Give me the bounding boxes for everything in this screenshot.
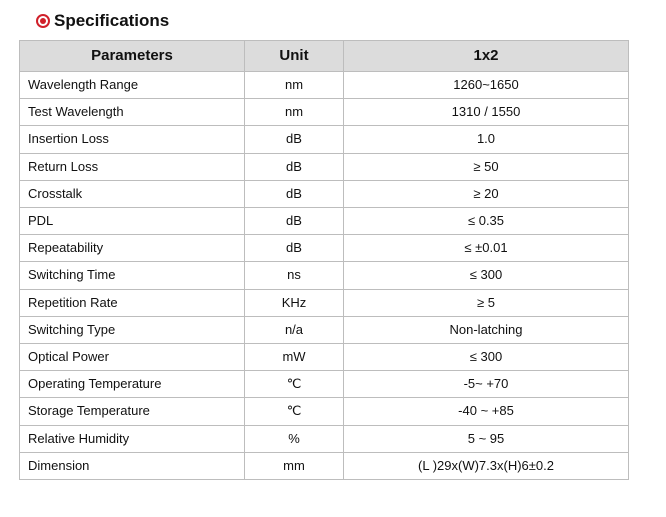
row-unit: dB xyxy=(245,235,344,262)
row-value: 1260~1650 xyxy=(344,72,629,99)
header-unit: Unit xyxy=(245,41,344,72)
header-parameters: Parameters xyxy=(20,41,245,72)
radio-bullet-icon xyxy=(36,14,50,28)
row-parameter: Wavelength Range xyxy=(20,72,245,99)
row-unit: nm xyxy=(245,99,344,126)
row-value: -5~ +70 xyxy=(344,371,629,398)
header-1x2: 1x2 xyxy=(344,41,629,72)
row-parameter: Crosstalk xyxy=(20,180,245,207)
row-unit: ns xyxy=(245,262,344,289)
row-value: ≤ ±0.01 xyxy=(344,235,629,262)
row-parameter: Optical Power xyxy=(20,344,245,371)
row-value: Non-latching xyxy=(344,316,629,343)
row-unit: dB xyxy=(245,126,344,153)
table-row xyxy=(20,262,629,289)
row-parameter: Switching Type xyxy=(20,316,245,343)
row-value: ≥ 5 xyxy=(344,289,629,316)
row-parameter: Repeatability xyxy=(20,235,245,262)
row-unit: % xyxy=(245,425,344,452)
table-row xyxy=(20,126,629,153)
row-unit: nm xyxy=(245,72,344,99)
row-unit: ℃ xyxy=(245,371,344,398)
table-row xyxy=(20,398,629,425)
row-parameter: Dimension xyxy=(20,452,245,479)
row-value: (L )29x(W)7.3x(H)6±0.2 xyxy=(344,452,629,479)
row-unit: ℃ xyxy=(245,398,344,425)
table-row xyxy=(20,99,629,126)
table-row xyxy=(20,208,629,235)
row-unit: dB xyxy=(245,208,344,235)
section-title: Specifications xyxy=(54,11,170,30)
row-parameter: Switching Time xyxy=(20,262,245,289)
row-parameter: Return Loss xyxy=(20,153,245,180)
row-parameter: Operating Temperature xyxy=(20,371,245,398)
row-value: 1.0 xyxy=(344,126,629,153)
row-parameter: Relative Humidity xyxy=(20,425,245,452)
specifications-table xyxy=(19,40,629,480)
table-row xyxy=(20,153,629,180)
row-value: ≤ 0.35 xyxy=(344,208,629,235)
row-parameter: PDL xyxy=(20,208,245,235)
row-unit: dB xyxy=(245,180,344,207)
table-row xyxy=(20,452,629,479)
row-value: 1310 / 1550 xyxy=(344,99,629,126)
table-row xyxy=(20,371,629,398)
row-value: -40 ~ +85 xyxy=(344,398,629,425)
row-value: ≤ 300 xyxy=(344,344,629,371)
row-unit: mW xyxy=(245,344,344,371)
row-unit: n/a xyxy=(245,316,344,343)
table-row xyxy=(20,289,629,316)
row-value: ≤ 300 xyxy=(344,262,629,289)
row-unit: dB xyxy=(245,153,344,180)
table-row xyxy=(20,425,629,452)
section-heading xyxy=(36,10,169,32)
table-row xyxy=(20,235,629,262)
row-parameter: Test Wavelength xyxy=(20,99,245,126)
row-value: ≥ 50 xyxy=(344,153,629,180)
row-parameter: Storage Temperature xyxy=(20,398,245,425)
row-parameter: Insertion Loss xyxy=(20,126,245,153)
row-unit: mm xyxy=(245,452,344,479)
table-row xyxy=(20,72,629,99)
row-value: ≥ 20 xyxy=(344,180,629,207)
table-row xyxy=(20,180,629,207)
row-parameter: Repetition Rate xyxy=(20,289,245,316)
table-header-row xyxy=(20,41,629,72)
table-row xyxy=(20,316,629,343)
table-row xyxy=(20,344,629,371)
row-unit: KHz xyxy=(245,289,344,316)
row-value: 5 ~ 95 xyxy=(344,425,629,452)
